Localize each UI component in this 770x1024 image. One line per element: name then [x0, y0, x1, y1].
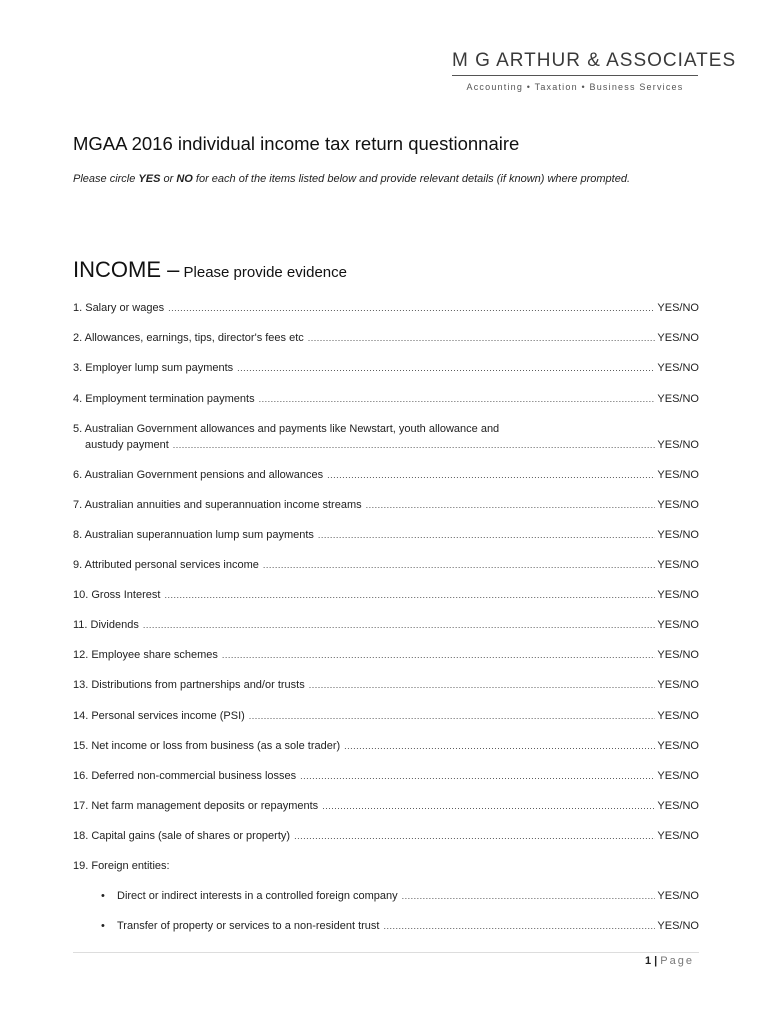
item-label: 16. Deferred non-commercial business losses [73, 770, 297, 782]
leader-dots [300, 771, 655, 781]
page-word: Page [660, 955, 694, 967]
list-item [73, 649, 699, 661]
yes-no-option[interactable]: YES/NO [657, 679, 699, 691]
item-label: 13. Distributions from partnerships and/or trusts [73, 679, 305, 691]
list-item [73, 710, 699, 722]
list-item [73, 332, 699, 344]
list-item [73, 800, 699, 812]
yes-no-option[interactable]: YES/NO [657, 529, 699, 541]
yes-no-option[interactable]: YES/NO [657, 499, 699, 511]
item-label: 2. Allowances, earnings, tips, director's fees etc [73, 332, 304, 344]
intro-yes: YES [138, 173, 161, 185]
yes-no-option[interactable]: YES/NO [657, 589, 699, 601]
yes-no-option[interactable]: YES/NO [657, 800, 699, 812]
item-label: 8. Australian superannuation lump sum payments [73, 529, 314, 541]
leader-dots [237, 363, 655, 373]
income-subheading: Please provide evidence [179, 264, 347, 281]
item-label: 6. Australian Government pensions and allowances [73, 469, 324, 481]
leader-dots [294, 831, 655, 841]
item-label: 12. Employee share schemes [73, 649, 218, 661]
yes-no-option[interactable]: YES/NO [657, 830, 699, 842]
item-label: 19. Foreign entities: [73, 860, 170, 872]
leader-dots [249, 711, 656, 721]
item-label-line1: 5. Australian Government allowances and payments like Newstart, youth allowance and [73, 423, 500, 435]
yes-no-option[interactable]: YES/NO [657, 619, 699, 631]
yes-no-option[interactable]: YES/NO [657, 740, 699, 752]
page-title: MGAA 2016 individual income tax return questionnaire [73, 133, 520, 154]
item-label: Direct or indirect interests in a controlled foreign company [117, 890, 398, 902]
item-label: 3. Employer lump sum payments [73, 362, 234, 374]
yes-no-option[interactable]: YES/NO [657, 770, 699, 782]
leader-dots [318, 530, 656, 540]
yes-no-option[interactable]: YES/NO [657, 890, 699, 902]
item-label: 4. Employment termination payments [73, 393, 255, 405]
leader-dots [263, 560, 656, 570]
logo-company-name: M G ARTHUR & ASSOCIATES [452, 50, 737, 71]
company-logo [452, 50, 737, 92]
yes-no-option[interactable]: YES/NO [657, 302, 699, 314]
income-heading: INCOME – [73, 257, 180, 282]
item-label: 10. Gross Interest [73, 589, 161, 601]
leader-dots [402, 891, 656, 901]
item-label: 11. Dividends [73, 619, 139, 631]
yes-no-option[interactable]: YES/NO [657, 439, 699, 451]
yes-no-option[interactable]: YES/NO [657, 393, 699, 405]
list-item [73, 830, 699, 842]
item-label-line2: austudy payment [85, 439, 169, 451]
list-item [73, 499, 699, 511]
list-item [85, 439, 699, 451]
logo-tagline: Accounting • Taxation • Business Services [466, 82, 684, 92]
item-label: Transfer of property or services to a non-resident trust [117, 920, 380, 932]
leader-dots [322, 801, 655, 811]
list-item [117, 920, 699, 932]
leader-dots [168, 303, 655, 313]
leader-dots [366, 500, 656, 510]
intro-mid: or [160, 173, 177, 185]
list-item [73, 770, 699, 782]
intro-post: for each of the items listed below and provide relevant details (if known) where prompted. [192, 173, 631, 185]
list-item [73, 679, 699, 691]
leader-dots [143, 620, 656, 630]
leader-dots [327, 470, 655, 480]
bullet-icon: • [101, 890, 105, 902]
leader-dots [308, 333, 656, 343]
yes-no-option[interactable]: YES/NO [657, 649, 699, 661]
list-item [117, 890, 699, 902]
list-item [73, 559, 699, 571]
intro-pre: Please circle [73, 173, 139, 185]
list-item [73, 302, 699, 314]
list-item [73, 740, 699, 752]
item-label: 18. Capital gains (sale of shares or property) [73, 830, 291, 842]
list-item [73, 362, 699, 374]
item-label: 15. Net income or loss from business (as a sole trader) [73, 740, 341, 752]
item-label: 14. Personal services income (PSI) [73, 710, 245, 722]
bullet-icon: • [101, 920, 105, 932]
footer-divider [73, 952, 699, 953]
item-label: 7. Australian annuities and superannuation income streams [73, 499, 362, 511]
leader-dots [222, 650, 656, 660]
item-label: 1. Salary or wages [73, 302, 165, 314]
leader-dots [383, 921, 655, 931]
leader-dots [164, 590, 655, 600]
yes-no-option[interactable]: YES/NO [657, 332, 699, 344]
list-item [73, 619, 699, 631]
page-separator: | [651, 955, 661, 967]
leader-dots [259, 394, 656, 404]
page-footer [645, 955, 694, 967]
yes-no-option[interactable]: YES/NO [657, 469, 699, 481]
item-label: 9. Attributed personal services income [73, 559, 259, 571]
intro-no: NO [176, 173, 193, 185]
leader-dots [344, 741, 655, 751]
list-item [73, 589, 699, 601]
leader-dots [309, 680, 656, 690]
list-item [73, 529, 699, 541]
page-number: 1 [644, 955, 652, 967]
yes-no-option[interactable]: YES/NO [657, 920, 699, 932]
logo-divider [452, 75, 698, 76]
item-label: 17. Net farm management deposits or repayments [73, 800, 319, 812]
income-section-heading [73, 257, 347, 283]
yes-no-option[interactable]: YES/NO [657, 559, 699, 571]
list-item [73, 393, 699, 405]
list-item [73, 469, 699, 481]
yes-no-option[interactable]: YES/NO [657, 362, 699, 374]
yes-no-option[interactable]: YES/NO [657, 710, 699, 722]
leader-dots [173, 440, 656, 450]
intro-paragraph [73, 171, 699, 187]
